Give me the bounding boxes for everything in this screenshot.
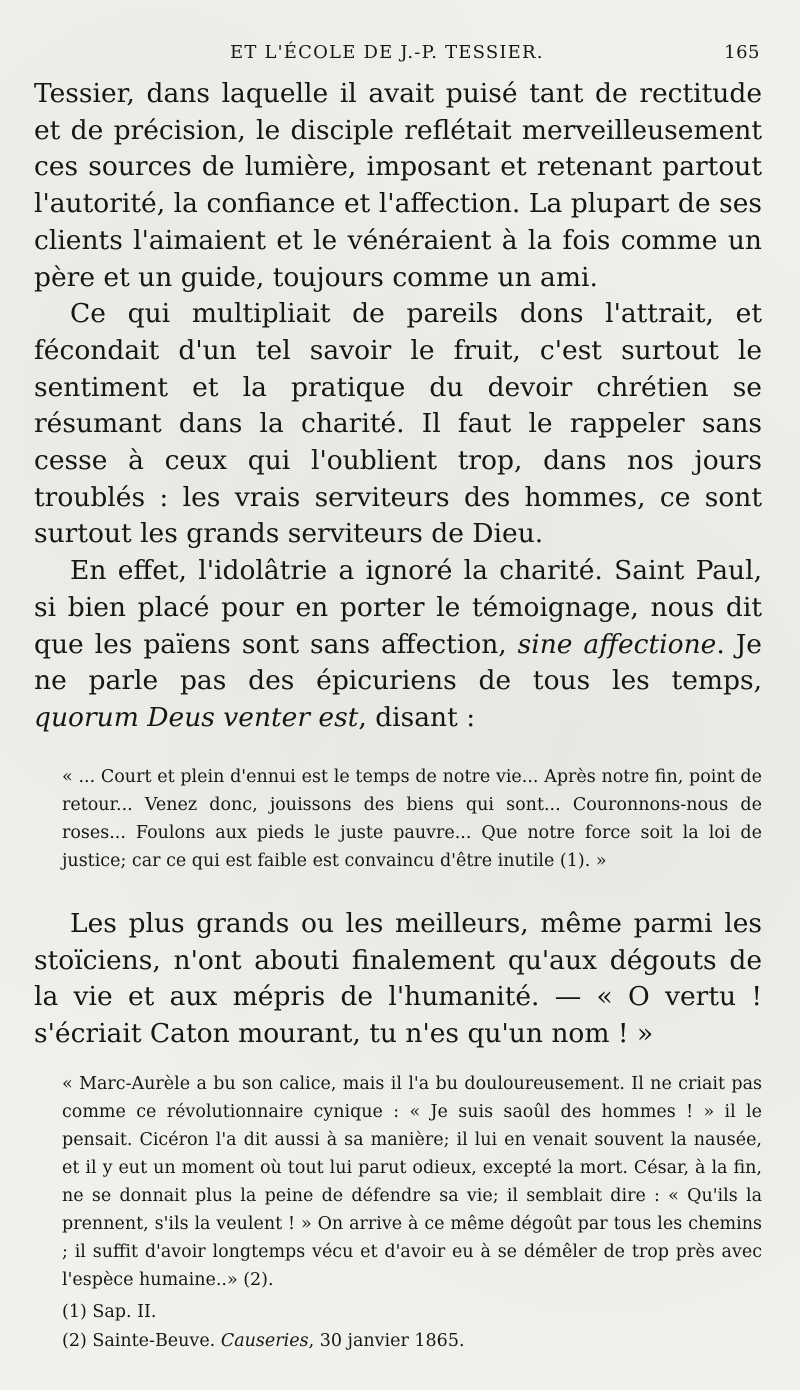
paragraph-3-text-a: En effet, l'idolâtrie a ignoré la charité. Saint Paul, si bien placé pour en porter le témoignage, nous dit que les païens sont sans affection, [34, 555, 762, 660]
latin-phrase-quorum-deus: quorum Deus venter est [34, 701, 359, 733]
main-text-block-2 [34, 906, 762, 1053]
footnote-2-title: Causeries [220, 1331, 309, 1351]
footnote-2 [62, 1327, 465, 1356]
paragraph-3-text-b: . Je ne parle pas des épicuriens de tous les temps, [34, 628, 762, 697]
footnote-2-text-a: (2) Sainte-Beuve. [62, 1331, 216, 1351]
paragraph-1: Tessier, dans laquelle il avait puisé tant de rectitude et de précision, le disciple reflétait merveilleusement ces sources de lumière, imposant et retenant partout l'autorité, la confiance et l'affection. La plupart de ses clients l'aimaient et le vénéraient à la fois comme un père et un guide, toujours comme un ami. [34, 78, 762, 293]
latin-phrase-sine-affectione: sine affectione [517, 628, 717, 660]
footnote-2-text-b: , 30 janvier 1865. [308, 1331, 465, 1351]
paragraph-3-text-c: , disant : [358, 701, 476, 733]
page-header [230, 42, 760, 68]
running-head: ET L'ÉCOLE DE J.-P. TESSIER. [230, 42, 544, 63]
main-text-block [34, 76, 762, 737]
page-number: 165 [724, 42, 760, 63]
paragraph-4: Les plus grands ou les meilleurs, même parmi les stoïciens, n'ont abouti finalement qu'aux dégouts de la vie et aux mépris de l'humanité. — « O vertu ! s'écriait Caton mourant, tu n'es qu'un nom ! » [34, 908, 762, 1050]
block-quote-2: « Marc-Aurèle a bu son calice, mais il l'a bu douloureusement. Il ne criait pas comme ce révolutionnaire cynique : « Je suis saoûl des hommes ! » il le pensait. Cicéron l'a dit aussi à sa manière; il lui en venait souvent la nausée, et il y eut un moment où tout lui parut odieux, excepté la mort. César, à la fin, ne se donnait plus la peine de défendre sa vie; il semblait dire : « Qu'ils la prennent, s'ils la veulent ! » On arrive à ce même dégoût par tous les chemins ; il suffit d'avoir longtemps vécu et d'avoir eu à se démêler de trop près avec l'espèce humaine..» (2). [62, 1074, 762, 1290]
paragraph-2: Ce qui multipliait de pareils dons l'attrait, et fécondait d'un tel savoir le fruit, c'est surtout le sentiment et la pratique du devoir chrétien se résumant dans la charité. Il faut le rappeler sans cesse à ceux qui l'oublient trop, dans nos jours troublés : les vrais serviteurs des hommes, ce sont surtout les grands serviteurs de Dieu. [34, 298, 762, 550]
paragraph-3 [34, 553, 762, 737]
footnote-1: (1) Sap. II. [62, 1302, 157, 1322]
footnotes [62, 1298, 465, 1356]
block-quote-1: « ... Court et plein d'ennui est le temps de notre vie... Après notre fin, point de retour... Venez donc, jouissons des biens qui sont... Couronnons-nous de roses... Foulons aux pieds le juste pauvre... Que notre force soit la loi de justice; car ce qui est faible est convaincu d'être inutile (1). » [62, 767, 762, 871]
